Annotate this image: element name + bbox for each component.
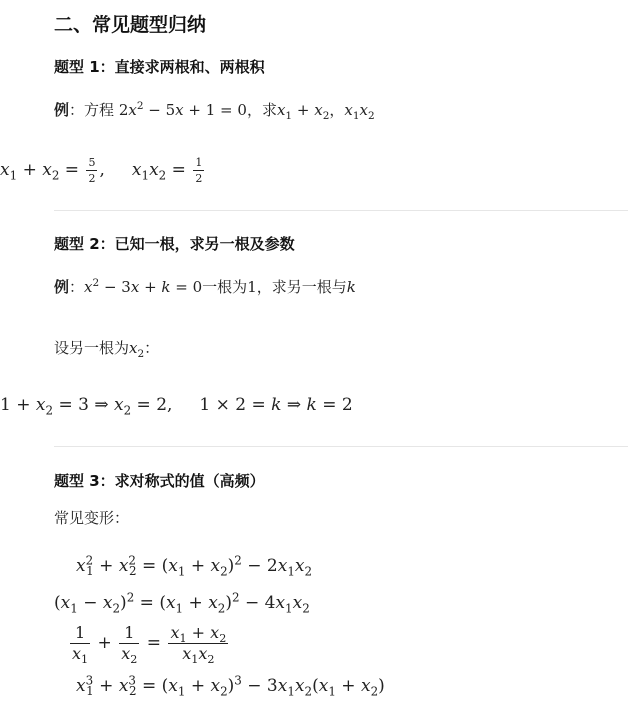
divider-1: [54, 210, 628, 211]
type2-title: 题型 2：已知一根，求另一根及参数: [54, 235, 295, 253]
divider-2: [54, 446, 628, 447]
type3-subtitle: 常见变形：: [54, 509, 130, 527]
type1-sum-fraction: $\frac{5}{2}$: [88, 156, 96, 185]
type2-root-text: 一根为: [202, 278, 248, 296]
type2-assume: 设另一根为$x_2$：: [54, 339, 160, 360]
identity-cube-sum: $x^3_1 + x^3_2 = (x_1 + x_2)^3 - 3x_1x_2(x_1 + x_2)$: [76, 673, 385, 699]
identity-difference-square: $(x_1 - x_2)^2 = (x_1 + x_2)^2 - 4x_1x_2$: [54, 590, 310, 616]
type2-root-value: 1: [247, 278, 257, 296]
type2-example: 例：$x^2 - 3x + k = 0$一根为1，求另一根与k: [54, 277, 356, 296]
type1-ask: ，求: [246, 101, 277, 119]
identity-reciprocal-sum: $\frac{1}{x_1}$ + $\frac{1}{x_2}$ = $\frac{x_1 + x_2}{x_1x_2}$: [72, 623, 227, 667]
type1-answer: $x_1 + x_2$ = $\frac{5}{2}$ , $x_1x_2$ = $\frac{1}{2}$: [0, 156, 203, 185]
type1-example-label: 例: [54, 101, 70, 119]
type2-equation: $x^2 - 3x + k = 0$: [84, 277, 203, 296]
type2-example-label: 例: [54, 278, 70, 296]
type1-title: 题型 1：直接求两根和、两根积: [54, 58, 265, 76]
type1-equation: $2x^2 - 5x + 1 = 0$: [118, 100, 247, 119]
type1-ask-math: $x_1 + x_2$，$x_1x_2$: [276, 101, 375, 122]
type1-example-text: ：方程: [69, 101, 115, 119]
section-title: 二、常见题型归纳: [54, 14, 207, 36]
identity-square-sum: $x^2_1 + x^2_2 = (x_1 + x_2)^2 - 2x_1x_2$: [76, 553, 313, 579]
type2-solution: $1 + x_2 = 3$ ⇒ $x_2 = 2$, 1 × 2 = k ⇒ k = 2: [0, 395, 353, 418]
type2-assume-text: 设另一根为: [54, 339, 130, 357]
type1-example: [54, 99, 375, 120]
type3-title: 题型 3：求对称式的值（高频）: [54, 472, 265, 490]
type2-ask: ，求另一根与: [256, 278, 347, 296]
type1-product-fraction: $\frac{1}{2}$: [195, 156, 203, 185]
